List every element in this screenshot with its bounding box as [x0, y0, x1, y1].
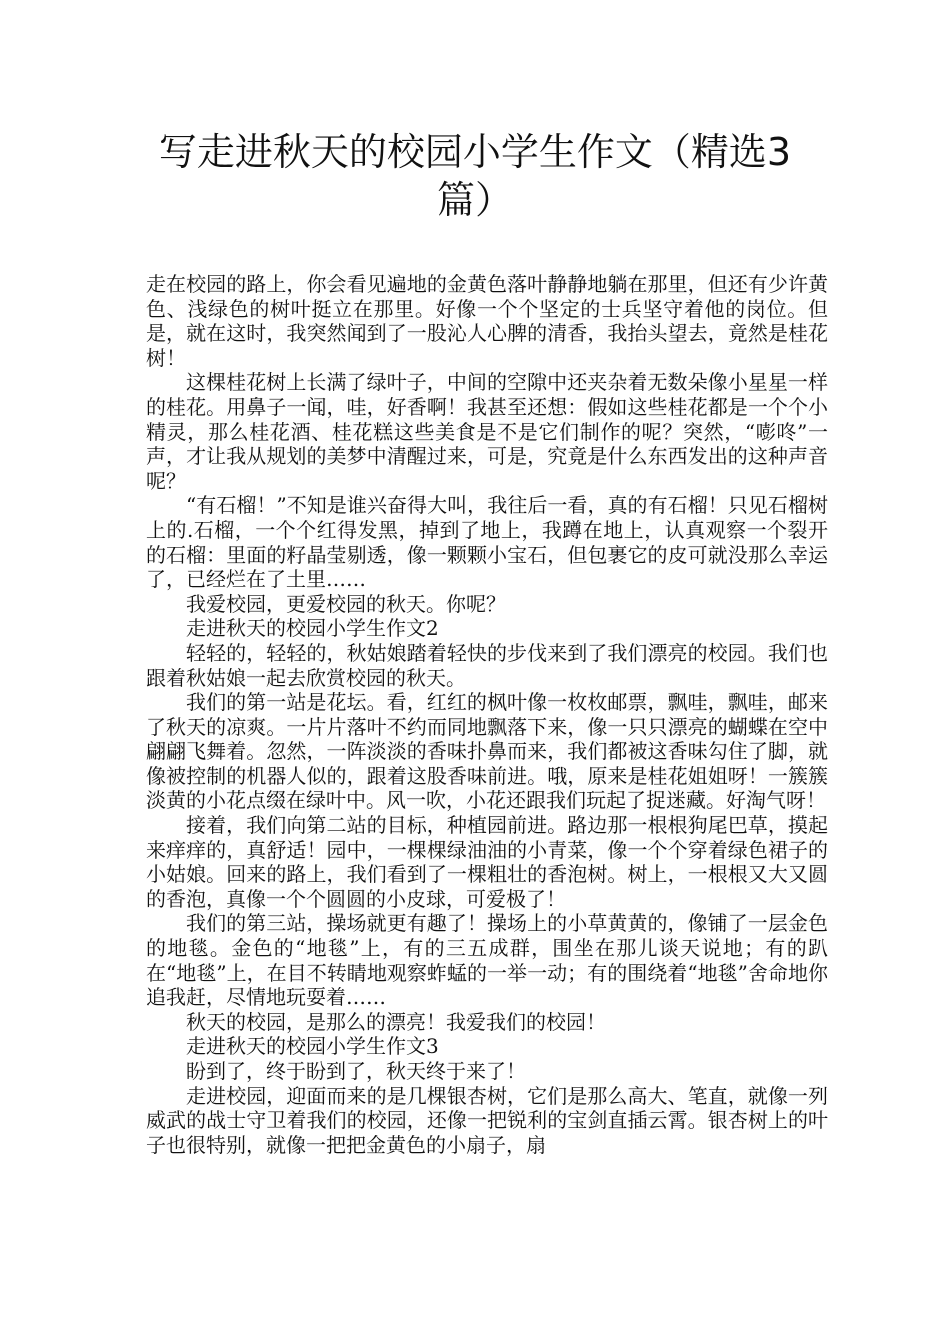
paragraph-6: 我们的第一站是花坛。看，红红的枫叶像一枚枚邮票，飘哇，飘哇，邮来了秋天的凉爽。一片片落叶不约而同地飘落下来，像一只只漂亮的蝴蝶在空中翩翩飞舞着。忽然，一阵淡淡的香味扑鼻而来，我们都被这香味勾住了脚，就像被控制的机器人似的，跟着这股香味前进。哦，原来是桂花姐姐呀！一簇簇淡黄的小花点缀在绿叶中。风一吹，小花还跟我们玩起了捉迷藏。好淘气呀！ [146, 690, 828, 813]
paragraph-11: 走进校园，迎面而来的是几棵银杏树，它们是那么高大、笔直，就像一列威武的战士守卫着我们的校园，还像一把锐利的宝剑直插云霄。银杏树上的叶子也很特别，就像一把把金黄色的小扇子，扇 [146, 1083, 828, 1157]
document-title: 写走进秋天的校园小学生作文（精选3篇） [158, 130, 792, 222]
document-body [146, 272, 828, 1157]
paragraph-7: 接着，我们向第二站的目标，种植园前进。路边那一根根狗尾巴草，摸起来痒痒的，真舒适！园中，一棵棵绿油油的小青菜，像一个个穿着绿色裙子的小姑娘。回来的路上，我们看到了一棵粗壮的香泡树。树上，一根根又大又圆的香泡，真像一个个圆圆的小皮球，可爱极了！ [146, 813, 828, 911]
paragraph-8: 我们的第三站，操场就更有趣了！操场上的小草黄黄的，像铺了一层金色的地毯。金色的“地毯”上，有的三五成群，围坐在那儿谈天说地；有的趴在“地毯”上，在目不转睛地观察蚱蜢的一举一动；有的围绕着“地毯”舍命地你追我赶，尽情地玩耍着…… [146, 911, 828, 1010]
paragraph-4: 我爱校园，更爱校园的秋天。你呢？ [186, 591, 506, 616]
paragraph-5: 轻轻的，轻轻的，秋姑娘踏着轻快的步伐来到了我们漂亮的校园。我们也跟着秋姑娘一起去欣赏校园的秋天。 [146, 640, 828, 690]
paragraph-10: 盼到了，终于盼到了，秋天终于来了！ [186, 1059, 526, 1083]
section-heading-3: 走进秋天的校园小学生作文3 [186, 1034, 439, 1059]
paragraph-9: 秋天的校园，是那么的漂亮！我爱我们的校园！ [186, 1009, 606, 1034]
section-heading-2: 走进秋天的校园小学生作文2 [186, 616, 439, 641]
paragraph-3: “有石榴！”不知是谁兴奋得大叫，我往后一看，真的有石榴！只见石榴树上的.石榴，一个个红得发黑，掉到了地上，我蹲在地上，认真观察一个裂开的石榴：里面的籽晶莹剔透，像一颗颗小宝石，但包裹它的皮可就没那么幸运了，已经烂在了土里…… [146, 493, 828, 592]
paragraph-1: 走在校园的路上，你会看见遍地的金黄色落叶静静地躺在那里，但还有少许黄色、浅绿色的树叶挺立在那里。好像一个个坚定的士兵坚守着他的岗位。但是，就在这时，我突然闻到了一股沁人心脾的清香，我抬头望去，竟然是桂花树！ [146, 272, 828, 370]
paragraph-2: 这棵桂花树上长满了绿叶子，中间的空隙中还夹杂着无数朵像小星星一样的桂花。用鼻子一闻，哇，好香啊！我甚至还想：假如这些桂花都是一个个小精灵，那么桂花酒、桂花糕这些美食是不是它们制作的呢？突然，“嘭咚”一声，才让我从规划的美梦中清醒过来，可是，究竟是什么东西发出的这种声音呢？ [146, 370, 828, 493]
